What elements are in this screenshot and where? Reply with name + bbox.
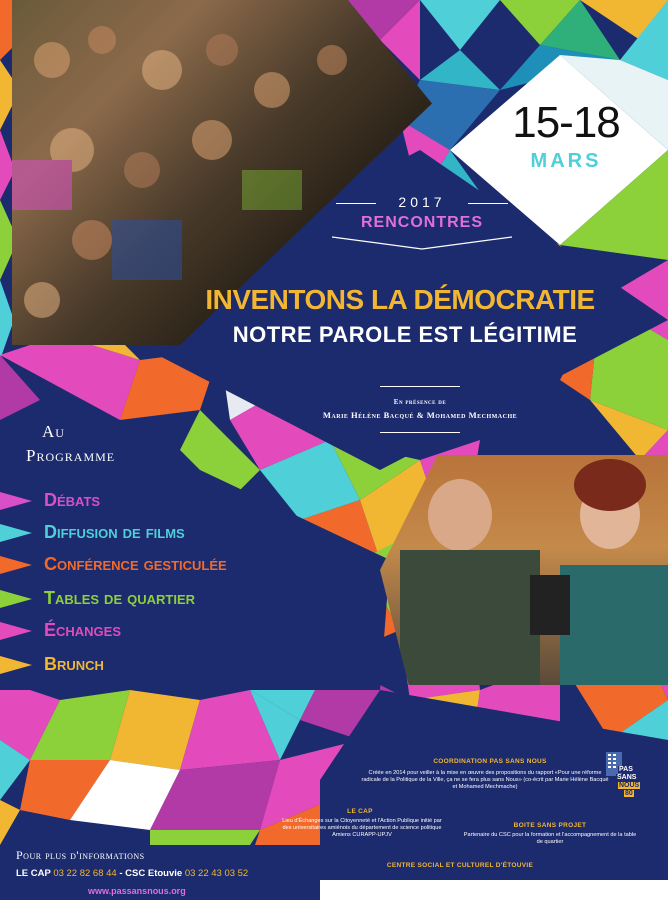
coordination-text: Créée en 2014 pour veiller à la mise en œuvre des propositions du rapport «Pour une réforme radicale de la Politique de la Ville, ça ne se fera plus sans Nous» (co-écrit par Marie Hélène Bacqué et Mohamed Mechmache): [361, 770, 609, 790]
presence-rule-top: [380, 386, 460, 387]
contact-line: [16, 868, 248, 879]
event-month: MARS: [530, 150, 602, 172]
csc-title: CENTRE SOCIAL ET CULTUREL D'ÉTOUVIE: [386, 862, 534, 869]
csc-text: Animateur d'une des douzes tables de quartiers expérimentales: [381, 874, 539, 880]
cap-phone: 03 22 82 68 44: [53, 868, 117, 879]
programme-heading: Programme: [26, 446, 116, 465]
presence-label: En présence de: [393, 398, 447, 406]
programme-item-label: Tables de quartier: [44, 588, 196, 608]
subtitle: NOTRE PAROLE EST LÉGITIME: [232, 322, 578, 347]
presence-guests: Marie Hélène Bacqué & Mohamed Mechmache: [322, 410, 518, 420]
programme-heading-au: Au: [42, 422, 65, 441]
logo-word-3: NOUS: [619, 782, 640, 789]
boite-text: Partenaire du CSC pour la formation et l'accompagnement de la table de quartier: [463, 832, 637, 845]
cap-title: LE CAP: [347, 808, 373, 815]
programme-item-label: Échanges: [44, 620, 122, 640]
event-date: 15-18: [512, 98, 620, 147]
csc-phone: 03 22 43 03 52: [184, 868, 249, 879]
csc-label: CSC Etouvie: [125, 868, 183, 879]
arrow-pink-icon: [0, 492, 32, 510]
info-label: Pour plus d'informations: [16, 848, 145, 862]
website-link[interactable]: www.passansnous.org: [88, 886, 186, 896]
programme-item-echanges: [0, 620, 330, 644]
speakers-photo: [380, 455, 668, 685]
arrow-orange-icon: [0, 556, 32, 574]
programme-item-label: Conférence gesticulée: [44, 554, 227, 574]
pas-sans-nous-logo: [606, 752, 646, 802]
programme-item-debats: [0, 490, 330, 514]
arrow-yellow-icon: [0, 656, 32, 674]
year-rule-left: [336, 203, 376, 204]
programme-item-label: Diffusion de films: [44, 522, 185, 542]
cap-text: Lieu d'Échanges sur la Citoyenneté et l'Action Publique initié par des universitaires amiénois du département de science politique Amiens CURAPP-UPJV: [282, 818, 442, 838]
main-title: INVENTONS LA DÉMOCRATIE: [205, 284, 595, 315]
arrow-cyan-icon: [0, 524, 32, 542]
cap-label: LE CAP: [16, 868, 51, 879]
boite-title: BOITE SANS PROJET: [513, 822, 587, 829]
programme-item-brunch: [0, 654, 330, 678]
contact-separator: -: [119, 868, 123, 879]
arrow-green-icon: [0, 590, 32, 608]
logo-word-2: SANS: [617, 774, 637, 781]
programme-item-label: Débats: [44, 490, 101, 510]
programme-item-conference: [0, 554, 330, 578]
logo-word-1: PAS: [619, 766, 633, 773]
event-year: 2017: [398, 194, 446, 210]
arrow-magenta-icon: [0, 622, 32, 640]
event-type: RENCONTRES: [360, 214, 483, 231]
programme-item-tables: [0, 588, 330, 612]
presence-rule-bottom: [380, 432, 460, 433]
programme-item-label: Brunch: [44, 654, 104, 674]
rencontres-chevron-icon: [330, 235, 514, 251]
year-rule-right: [468, 203, 508, 204]
programme-item-films: [0, 522, 330, 546]
coordination-title: COORDINATION PAS SANS NOUS: [433, 758, 547, 765]
logo-word-4: 80: [625, 790, 633, 797]
